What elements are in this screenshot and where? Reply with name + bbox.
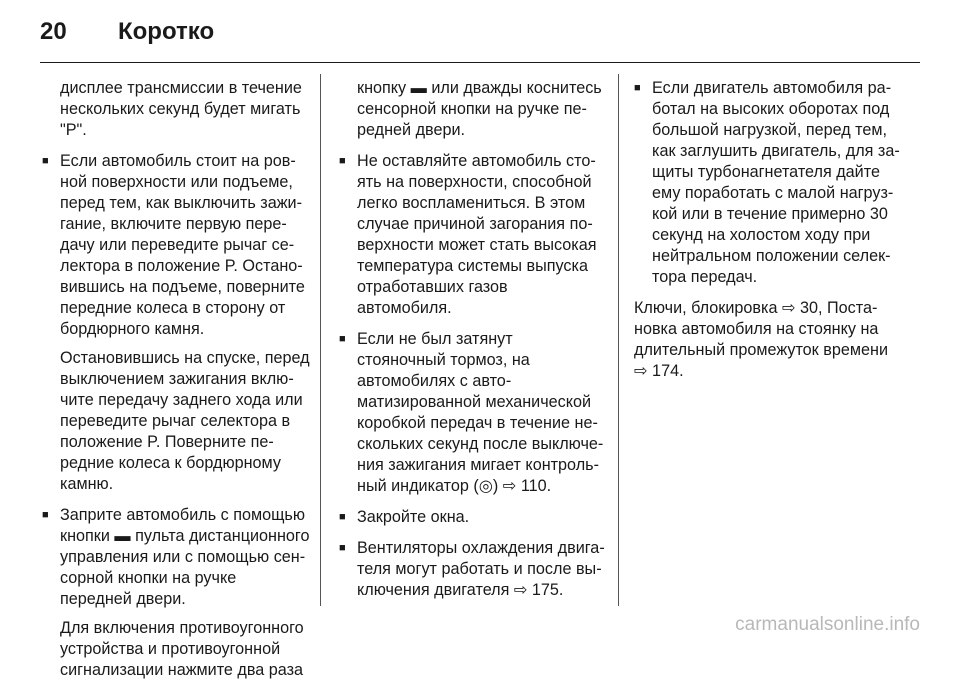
column-3 <box>634 78 906 392</box>
page-header <box>40 14 214 50</box>
bullet-item <box>339 538 605 601</box>
bullet-item <box>339 507 605 528</box>
paragraph: дисплее трансмиссии в течение нескольких секунд будет мигать "P". <box>60 79 302 139</box>
bullet-item <box>339 329 605 497</box>
bullet-item <box>634 78 906 288</box>
paragraph: кнопку ▬ или дважды коснитесь сенсорной кнопки на ручке передней двери. <box>357 79 602 139</box>
bullet-item <box>42 505 312 681</box>
paragraph: ■ Закройте окна. <box>357 508 470 526</box>
text-block <box>42 78 312 141</box>
paragraph: ■ Вентиляторы охлаждения двигателя могут работать и после выключения двигателя ⇨ 175. <box>357 539 605 599</box>
paragraph: ■ Не оставляйте автомобиль стоять на поверхности, способной легко воспламениться. В этом случае причиной загорания поверхности может стать высокая температура системы выпуска отработавших газов автомобиля. <box>357 152 597 317</box>
column-separator <box>618 74 619 606</box>
header-rule <box>40 62 920 63</box>
text-block <box>634 298 906 382</box>
watermark-text: carmanualsonline.info <box>735 614 920 635</box>
bullet-item <box>42 151 312 495</box>
text-block <box>339 78 605 141</box>
paragraph: Остановившись на спуске, перед выключением зажигания включите передачу заднего хода или переведите рычаг селектора в положение P. Поверните передние колеса к бордюрному камню. <box>60 349 310 493</box>
paragraph: ■ Если не был затянут стояночный тормоз, на автомобилях с автоматизированной механической коробкой передач в течение нескольких секунд после выключения зажигания мигает контрольный индикатор (◎) ⇨ 110. <box>357 330 604 495</box>
page-title: Коротко <box>118 18 215 45</box>
paragraph: ■ Заприте автомобиль с помощью кнопки ▬ пульта дистанционного управления или с помощью сенсорной кнопки на ручке передней двери. <box>60 506 310 608</box>
paragraph: Ключи, блокировка ⇨ 30, Постановка автомобиля на стоянку на длительный промежуток времени ⇨ 174. <box>634 299 888 380</box>
page-number: 20 <box>40 18 67 45</box>
paragraph: Для включения противоугонного устройства и противоугонной сигнализации нажмите два раза <box>60 619 304 679</box>
column-separator <box>320 74 321 606</box>
paragraph: ■ Если автомобиль стоит на ровной поверхности или подъеме, перед тем, как выключить зажигание, включите первую передачу или переведите рычаг селектора в положение P. Остановившись на подъеме, поверните передние колеса в сторону от бордюрного камня. <box>60 152 305 338</box>
column-2 <box>339 78 605 611</box>
paragraph: ■ Если двигатель автомобиля работал на высоких оборотах под большой нагрузкой, перед тем, как заглушить двигатель, для защиты турбонагнетателя дайте ему поработать с малой нагрузкой или в течение примерно 30 секунд на холостом ходу при нейтральном положении селектора передач. <box>652 79 900 286</box>
column-1 <box>42 78 312 691</box>
bullet-item <box>339 151 605 319</box>
